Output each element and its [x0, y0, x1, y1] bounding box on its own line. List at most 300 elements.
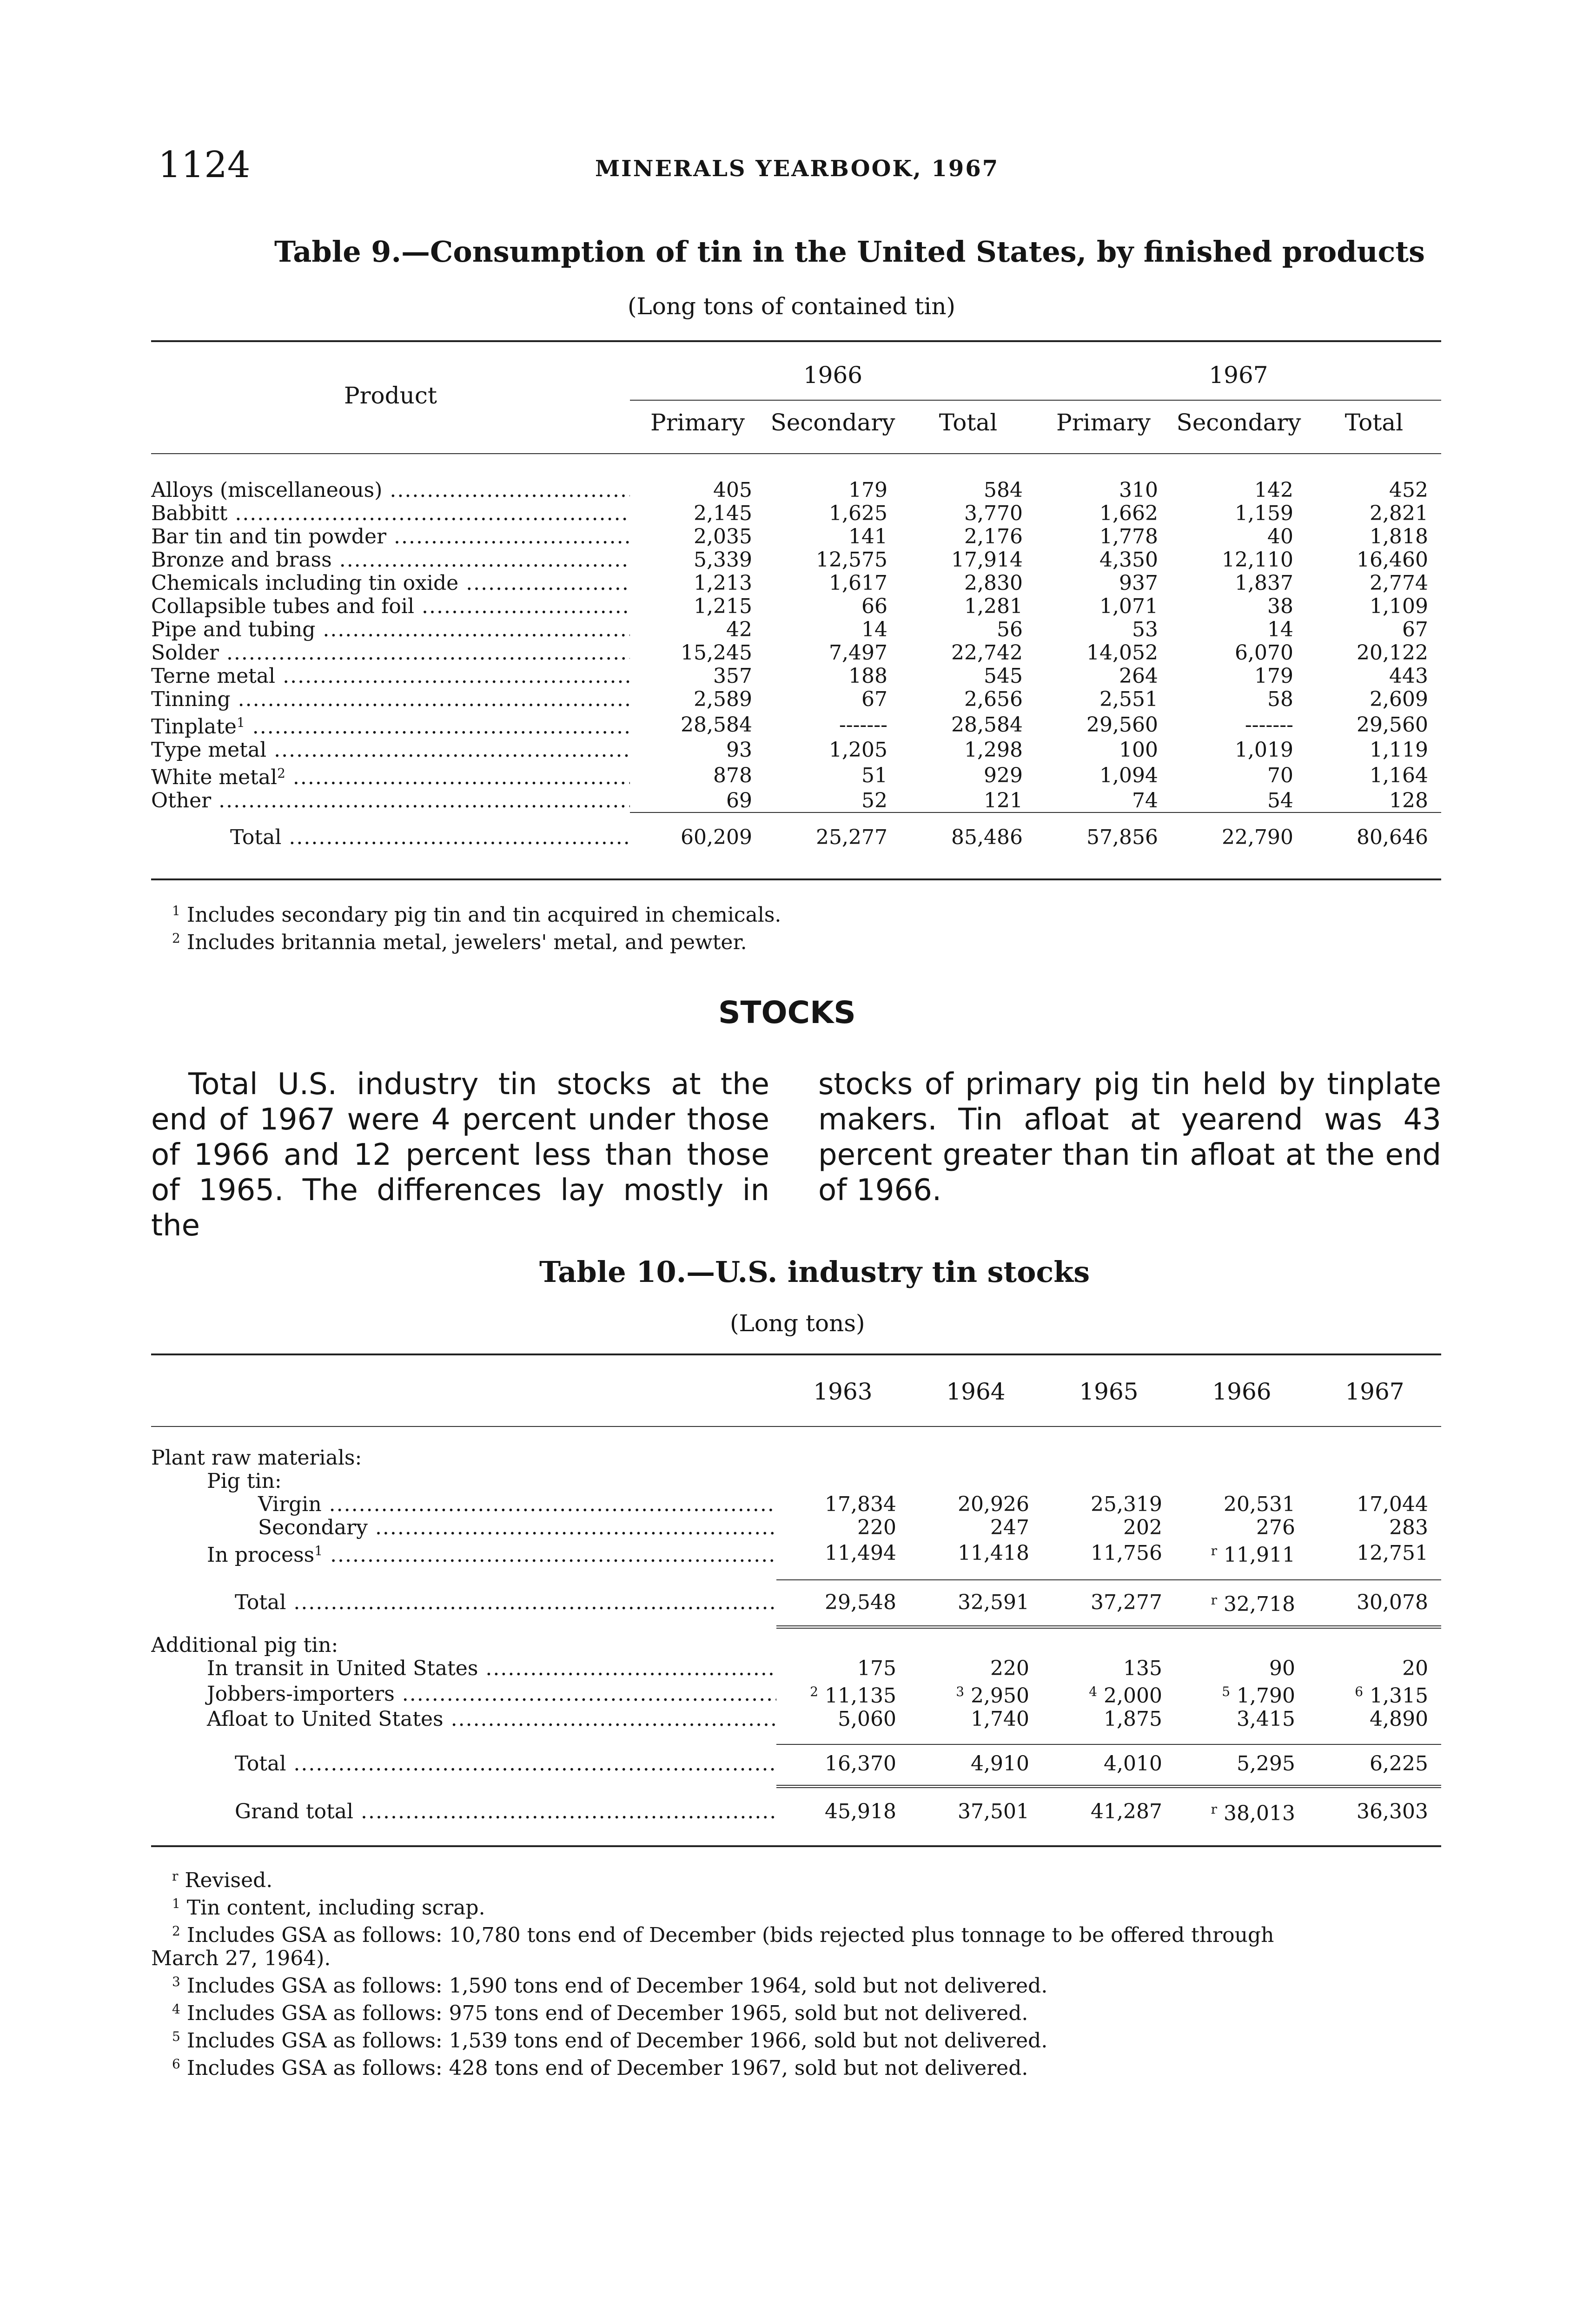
table10-row-cell-value: 11,418 [958, 1541, 1029, 1565]
table10-row-cell-value: 17,834 [825, 1493, 896, 1516]
table9-row-label-cell [151, 548, 630, 572]
table10-row-cell [909, 1680, 1042, 1708]
table10-row-cell [1308, 1680, 1441, 1708]
table10-row-cell [1308, 1516, 1441, 1539]
table9-row-leader [332, 548, 630, 572]
table10-total-row-cell-value: 29,548 [825, 1590, 896, 1614]
table10-total-row-cell [909, 1752, 1042, 1776]
table10-footnote [172, 1892, 1274, 1920]
table9-total-cell: 25,277 [816, 826, 887, 849]
table10-row-cell-value: 2,000 [1104, 1684, 1162, 1708]
table9-row-leader [219, 641, 630, 665]
table9-cell: 52 [861, 789, 887, 812]
table10-footnote-text: Revised. [185, 1868, 273, 1892]
table9-cell: 1,617 [829, 572, 887, 595]
table9-cell: 452 [1389, 479, 1428, 502]
table10-plant-raw [151, 1446, 1441, 1567]
table9-cell: 2,035 [694, 525, 752, 548]
table10-total-row-cell [776, 1752, 909, 1776]
table10-total-row-cell-value: 5,295 [1237, 1752, 1295, 1776]
table10-total-row-cell-value: 32,591 [958, 1590, 1029, 1614]
table10-row-leader [444, 1708, 776, 1731]
table10-section-heading-cell: Additional pig tin: [151, 1634, 338, 1657]
table9-row-label: Alloys (miscellaneous) [151, 479, 383, 502]
table9-cell: 66 [861, 595, 887, 618]
table9-cell: 6,070 [1235, 641, 1293, 665]
table10-row-cell-mark: 6 [1355, 1684, 1364, 1699]
table10-row-cell-value: 11,756 [1091, 1541, 1162, 1565]
table9-footnote [172, 927, 781, 954]
table10-row-cell-value: 11,494 [825, 1541, 896, 1565]
table9-bottom-rule [151, 878, 1441, 880]
table9-total-label: Total [230, 826, 282, 849]
table9-cell: 38 [1267, 595, 1293, 618]
table10-footnote-text: Includes GSA as follows: 428 tons end of December 1967, sold but not delivered. [186, 2056, 1028, 2080]
table10-row-cell [1308, 1708, 1441, 1731]
table9-cell: 12,110 [1222, 548, 1293, 572]
table10-grand-total-row-cell [776, 1798, 909, 1825]
table9-footnote [172, 899, 781, 927]
table10-section-heading-cell: Plant raw materials: [151, 1446, 362, 1470]
table10-row-cell [776, 1493, 909, 1516]
table10-footnote [172, 1865, 1274, 1892]
table10-subsection-heading [151, 1470, 1441, 1493]
table10-row-cell-value: 3,415 [1237, 1708, 1295, 1731]
table10-footnote-text: Includes GSA as follows: 10,780 tons end of December (bids rejected plus tonnage to be offered through [186, 1923, 1274, 1947]
table9-cell: 1,778 [1099, 525, 1158, 548]
table10-row-cell [1308, 1539, 1441, 1567]
table9-row-label: Collapsible tubes and foil [151, 595, 415, 618]
table10-row-cell-value: 2,950 [971, 1684, 1029, 1708]
table10-row-cell-value: 90 [1269, 1657, 1295, 1680]
table10-row-cell [1042, 1539, 1175, 1567]
table10-row-cell [1042, 1657, 1175, 1680]
table10-row-cell-value: 25,319 [1091, 1493, 1162, 1516]
table10-row-cell-value: 4,890 [1370, 1708, 1429, 1731]
table9-cell: 58 [1267, 688, 1293, 711]
table9-cell: 56 [997, 618, 1023, 641]
table9-cell: 2,821 [1370, 502, 1428, 525]
table10-total-row-cell-value: 32,718 [1224, 1592, 1295, 1616]
table9-row-label-cell [151, 572, 630, 595]
table10-footnote-text: Tin content, including scrap. [186, 1896, 485, 1920]
table9-row-label-cell [151, 479, 630, 502]
table10-row-cell [909, 1516, 1042, 1539]
table10-row-label: In transit in United States [207, 1657, 478, 1680]
table9-total-cell: 57,856 [1086, 826, 1158, 849]
table9-cell: 29,560 [1357, 713, 1428, 737]
table9-row-label-cell [151, 595, 630, 618]
table9-row-label: Bronze and brass [151, 548, 332, 572]
table10-total1 [151, 1589, 1441, 1616]
table9-cell: 93 [726, 739, 752, 762]
table10-row-cell-value: 5,060 [838, 1708, 896, 1731]
table10-grand-total-row-cell-value: 45,918 [825, 1799, 896, 1823]
table10-row-leader [323, 1543, 776, 1567]
table10-total-row-cell-value: 37,277 [1091, 1590, 1162, 1614]
table10-row-cell-value: 220 [990, 1657, 1029, 1680]
table10-footnote [172, 2053, 1274, 2080]
table10-row-cell [776, 1539, 909, 1567]
table10-grand-total-row-label: Grand total [235, 1799, 354, 1823]
table9-row-label-cell [151, 789, 630, 812]
table9-row-leader [227, 502, 630, 525]
table9-total-cell: 80,646 [1357, 826, 1428, 849]
table10-total-row [151, 1752, 1441, 1776]
table9-row-leader [386, 525, 630, 548]
table10-total-row-cell [776, 1589, 909, 1616]
table10-row-cell [1175, 1539, 1308, 1567]
table10-title: Table 10.—U.S. industry tin stocks [539, 1255, 1090, 1289]
table9-row-label-cell [151, 525, 630, 548]
table9-row [151, 618, 1441, 641]
table9-cell: 42 [726, 618, 752, 641]
table10-total-row-cell [1308, 1589, 1441, 1616]
stocks-heading: STOCKS [718, 995, 856, 1030]
table9-row-leader [315, 618, 630, 641]
table10-top-rule [151, 1353, 1441, 1355]
table10-total-row-leader [286, 1591, 776, 1614]
table10-header-rule [151, 1426, 1441, 1427]
table10-row-cell-value: 11,911 [1224, 1543, 1295, 1567]
table9-cell: 28,584 [951, 713, 1023, 737]
table9-cell: 53 [1132, 618, 1158, 641]
table10-row-cell [909, 1539, 1042, 1567]
table9-row-leader [266, 739, 630, 762]
table10-row-cell [1175, 1657, 1308, 1680]
table10-grand-total-row-leader [353, 1800, 776, 1823]
table10-row-cell [1175, 1680, 1308, 1708]
table9-cell: 1,213 [694, 572, 752, 595]
table9-col-header: Secondary [770, 409, 895, 436]
table10-total-row-leader [286, 1752, 776, 1776]
table9-cell: 74 [1132, 789, 1158, 812]
table9-row-label: Chemicals including tin oxide [151, 572, 459, 595]
table10-footnote [172, 1998, 1274, 2025]
table10-row-label-cell [151, 1539, 776, 1567]
table10-row-cell-value: 1,875 [1104, 1708, 1162, 1731]
running-head [0, 144, 1576, 195]
table10-row-cell-value: 135 [1123, 1657, 1162, 1680]
table9-row [151, 665, 1441, 688]
table9-row [151, 595, 1441, 618]
table10-grand-total-row-cell [909, 1798, 1042, 1825]
table10-row-cell-value: 12,751 [1357, 1541, 1429, 1565]
table10-total-row-cell [1042, 1589, 1175, 1616]
table10-total-row-label: Total [235, 1590, 286, 1614]
table10-row-leader [322, 1493, 776, 1516]
table9-cell: 1,662 [1099, 502, 1158, 525]
table9-cell: 878 [713, 763, 752, 787]
table9-cell: 1,625 [829, 502, 887, 525]
table10-row-cell [1042, 1493, 1175, 1516]
table10-row-label: Secondary [258, 1516, 368, 1539]
table9-cell: 937 [1119, 572, 1158, 595]
table9-row [151, 688, 1441, 711]
table10-total-row-cell-value: 4,010 [1104, 1752, 1162, 1776]
table9-row [151, 641, 1441, 665]
table10-footnotes [151, 1865, 1274, 2080]
table10-year-header: 1964 [946, 1378, 1006, 1405]
table10-footnote [172, 2025, 1274, 2053]
table9-row [151, 502, 1441, 525]
table9-cell: 22,742 [951, 641, 1023, 665]
table9-total-cell: 22,790 [1222, 826, 1293, 849]
table9-year-rule [630, 400, 1441, 401]
table10-row-cell-value: 20 [1402, 1657, 1429, 1680]
table9-row-label-cell [151, 665, 630, 688]
table9-cell: 1,094 [1099, 763, 1158, 787]
table10-total-row-cell-value: 30,078 [1357, 1590, 1428, 1614]
table10-row-cell [909, 1493, 1042, 1516]
stocks-paragraph-col2: stocks of primary pig tin held by tinplate makers. Tin afloat at yearend was 43 percent greater than tin afloat at the end of 1966. [818, 1067, 1441, 1208]
table9-cell: 1,205 [829, 739, 887, 762]
table10-row-cell-value: 202 [1123, 1516, 1162, 1539]
table9-total-cell: 60,209 [681, 826, 752, 849]
table10-grand-total-row-cell-value: 36,303 [1357, 1799, 1428, 1823]
table9-cell: 1,281 [964, 595, 1023, 618]
table10-row-cell [776, 1516, 909, 1539]
table10-total-row-label: Total [235, 1752, 286, 1776]
table10-row-label-cell [151, 1708, 776, 1731]
table10-row [151, 1493, 1441, 1516]
table9-cell: 188 [848, 665, 887, 688]
table9-cell: 1,109 [1370, 595, 1428, 618]
table10-row-cell [909, 1708, 1042, 1731]
table9-row-label-cell [151, 711, 630, 739]
table10-row [151, 1657, 1441, 1680]
table9-row-leader [285, 766, 630, 789]
table9-row-label: Type metal [151, 739, 267, 762]
table10-row-label-cell [151, 1657, 776, 1680]
table10-grand-total [151, 1798, 1441, 1825]
table10-row-label: Jobbers-importers [207, 1682, 395, 1706]
table10-additional [151, 1634, 1441, 1731]
table9-total-label-cell [151, 826, 630, 849]
table9-cell: 443 [1389, 665, 1428, 688]
table10-subtitle: (Long tons) [730, 1310, 865, 1337]
table10-year-header: 1963 [813, 1378, 873, 1405]
table9-row-label-cell [151, 641, 630, 665]
table9-cell: 2,589 [694, 688, 752, 711]
table10-section-rule [776, 1625, 1441, 1629]
table9-row-leader [211, 789, 630, 812]
table10-row-cell-value: 20,926 [958, 1493, 1029, 1516]
table10-row-cell [1308, 1657, 1441, 1680]
table9-cell: 2,176 [964, 525, 1023, 548]
table9-cell: 1,159 [1235, 502, 1293, 525]
table9-col-header: Primary [1056, 409, 1151, 436]
table10-row-cell [776, 1708, 909, 1731]
table9-cell: 67 [861, 688, 887, 711]
table9-total-rule [630, 812, 1441, 813]
table9-row-label: Babbitt [151, 502, 228, 525]
table10-row-cell-mark: 3 [956, 1684, 965, 1699]
table10-row [151, 1680, 1441, 1708]
table9-cell: 2,656 [964, 688, 1023, 711]
table10-row-cell-value: 283 [1389, 1516, 1429, 1539]
table10-grand-total-row-cell [1175, 1798, 1308, 1825]
table10-bottom-rule [151, 1845, 1441, 1847]
table9-cell: 5,339 [694, 548, 752, 572]
table10-row-cell [1042, 1680, 1175, 1708]
table9-row-label-cell [151, 762, 630, 789]
table10-footnote-mark: 1 [172, 1896, 180, 1911]
table10-total-row-label-cell [151, 1589, 776, 1616]
table10-row-label: Virgin [258, 1493, 322, 1516]
table9-cell: 4,350 [1099, 548, 1158, 572]
table9-cell: 1,298 [964, 739, 1023, 762]
table10-footnote [151, 1947, 1274, 1970]
table10-footnote [172, 1970, 1274, 1998]
table9-row [151, 762, 1441, 789]
table10-footnote-text: Includes GSA as follows: 1,590 tons end of December 1964, sold but not delivered. [186, 1974, 1048, 1998]
table10-row-cell [776, 1657, 909, 1680]
table10-row-cell [1175, 1493, 1308, 1516]
table10-row-cell-mark: 4 [1089, 1684, 1098, 1699]
table9-row-leader [382, 479, 630, 502]
table9-cell: 1,818 [1370, 525, 1428, 548]
table9-col-header: Total [939, 409, 998, 436]
table10-footnote-mark: 6 [172, 2056, 180, 2072]
table9-cell: 28,584 [681, 713, 752, 737]
table9-cell: 1,837 [1235, 572, 1293, 595]
table10-total-row-label-cell [151, 1752, 776, 1776]
table9-cell: 69 [726, 789, 752, 812]
table10-year-header: 1966 [1212, 1378, 1271, 1405]
table9-row [151, 572, 1441, 595]
table9-cell: 100 [1119, 739, 1158, 762]
page-number: 1124 [158, 144, 251, 186]
table9-cell: 14 [1267, 618, 1293, 641]
table9-year-1967: 1967 [1209, 362, 1268, 389]
table9-row [151, 739, 1441, 762]
table10-row-label-cell [151, 1680, 776, 1708]
table10-total1-rule [776, 1579, 1441, 1580]
table9-total-row [151, 826, 1441, 849]
table9-row-label: Pipe and tubing [151, 618, 316, 641]
table9-cell: 15,245 [681, 641, 752, 665]
table9-cell: 141 [848, 525, 887, 548]
table9-cell: 2,609 [1370, 688, 1428, 711]
table9-row-leader [275, 665, 630, 688]
table9-row-leader [414, 595, 630, 618]
table9-footnote-mark: 2 [172, 931, 180, 946]
table10-total-row-cell [1308, 1752, 1441, 1776]
table10-total2-rule [776, 1744, 1441, 1745]
table9-row-label: Tinning [151, 688, 231, 711]
table9-row-label-cell [151, 688, 630, 711]
table10-row-cell [1042, 1708, 1175, 1731]
table9-footnote-mark: 1 [172, 903, 180, 918]
table10-grand-total-row-cell-value: 37,501 [958, 1799, 1029, 1823]
table9-subtitle: (Long tons of contained tin) [628, 293, 956, 320]
table10-total-row-cell [1175, 1589, 1308, 1616]
table10-footnote-mark: 5 [172, 2029, 180, 2044]
table9-cell: 70 [1267, 763, 1293, 787]
table9-header-rule [151, 453, 1441, 454]
table10-row-cell-value: 1,315 [1370, 1684, 1429, 1708]
table10-total-row-cell-value: 4,910 [971, 1752, 1029, 1776]
table10-grand-total-row-cell-value: 41,287 [1091, 1799, 1162, 1823]
table9-cell: ------- [839, 713, 887, 737]
table10-grand-total-row-cell-value: 38,013 [1224, 1802, 1295, 1825]
table10-footnote-text: Includes GSA as follows: 975 tons end of December 1965, sold but not delivered. [186, 2001, 1028, 2025]
table9-cell: 1,164 [1370, 763, 1428, 787]
table9-cell: 1,071 [1099, 595, 1158, 618]
table10-subsection-heading-cell: Pig tin: [207, 1470, 282, 1493]
table10-row-label: Afloat to United States [207, 1708, 444, 1731]
table9-year-1966: 1966 [803, 362, 863, 389]
table9-cell: 40 [1267, 525, 1293, 548]
table9-row-label-cell [151, 502, 630, 525]
table9-cell: 7,497 [829, 641, 887, 665]
table9-cell: 67 [1402, 618, 1428, 641]
table10-row-cell-value: 220 [857, 1516, 896, 1539]
table10-row-label: In process [207, 1543, 315, 1567]
table10-total2 [151, 1752, 1441, 1776]
table9-row-label: Solder [151, 641, 219, 665]
table10-total-row-cell [1042, 1752, 1175, 1776]
table9-cell: 2,551 [1099, 688, 1158, 711]
table9-col-header: Secondary [1176, 409, 1301, 436]
table9-cell: 17,914 [951, 548, 1023, 572]
table10-grand-total-row-label-cell [151, 1798, 776, 1825]
table10-grand-total-row-cell [1308, 1798, 1441, 1825]
table10-footnote-text: March 27, 1964). [151, 1947, 331, 1970]
table9-body [151, 479, 1441, 812]
table10-row-cell-value: 1,790 [1237, 1684, 1295, 1708]
table10-grand-total-row-cell-mark: r [1211, 1802, 1218, 1817]
table9-cell: 29,560 [1086, 713, 1158, 737]
table10-row-leader [368, 1516, 776, 1539]
table10-footnote-mark: 2 [172, 1923, 180, 1939]
table10-year-header: 1967 [1345, 1378, 1404, 1405]
table10-row [151, 1516, 1441, 1539]
table9-cell: 1,119 [1370, 739, 1428, 762]
table9-cell: 2,774 [1370, 572, 1428, 595]
table9-row-label: Other [151, 789, 212, 812]
table9-title: Table 9.—Consumption of tin in the United States, by finished products [274, 235, 1425, 269]
table10-grand-total-row-cell [1042, 1798, 1175, 1825]
table9-cell: 54 [1267, 789, 1293, 812]
table9-row-leader [245, 715, 630, 739]
table10-footnote-mark: 4 [172, 2001, 180, 2017]
table9-cell: 179 [848, 479, 887, 502]
table9-cell: 51 [861, 763, 887, 787]
table9-row-footnote-mark: 2 [277, 766, 285, 781]
table9-cell: 128 [1389, 789, 1428, 812]
stocks-paragraph-col1: Total U.S. industry tin stocks at the end of 1967 were 4 percent under those of 1966 and 12 percent less than those of 1965. The differences lay mostly in the [151, 1067, 769, 1243]
table9-row-label: Bar tin and tin powder [151, 525, 387, 548]
table9-cell: 1,215 [694, 595, 752, 618]
table9-row-label: White metal [151, 766, 278, 789]
table9-total-cell: 85,486 [951, 826, 1023, 849]
table10-total-row-cell-value: 16,370 [825, 1752, 896, 1776]
table10-grand-total-row [151, 1798, 1441, 1825]
table9-cell: 12,575 [816, 548, 887, 572]
table9-cell: 357 [713, 665, 752, 688]
table9-footnotes [172, 899, 781, 954]
table10-row [151, 1708, 1441, 1731]
table10-row-cell [1308, 1493, 1441, 1516]
table10-row-cell [776, 1680, 909, 1708]
table10-footnote-mark: r [172, 1868, 179, 1884]
table9-cell: 121 [984, 789, 1023, 812]
table10-footnote-text: Includes GSA as follows: 1,539 tons end of December 1966, sold but not delivered. [186, 2029, 1048, 2053]
table10-row-cell [1042, 1516, 1175, 1539]
table9-row-label-cell [151, 618, 630, 641]
